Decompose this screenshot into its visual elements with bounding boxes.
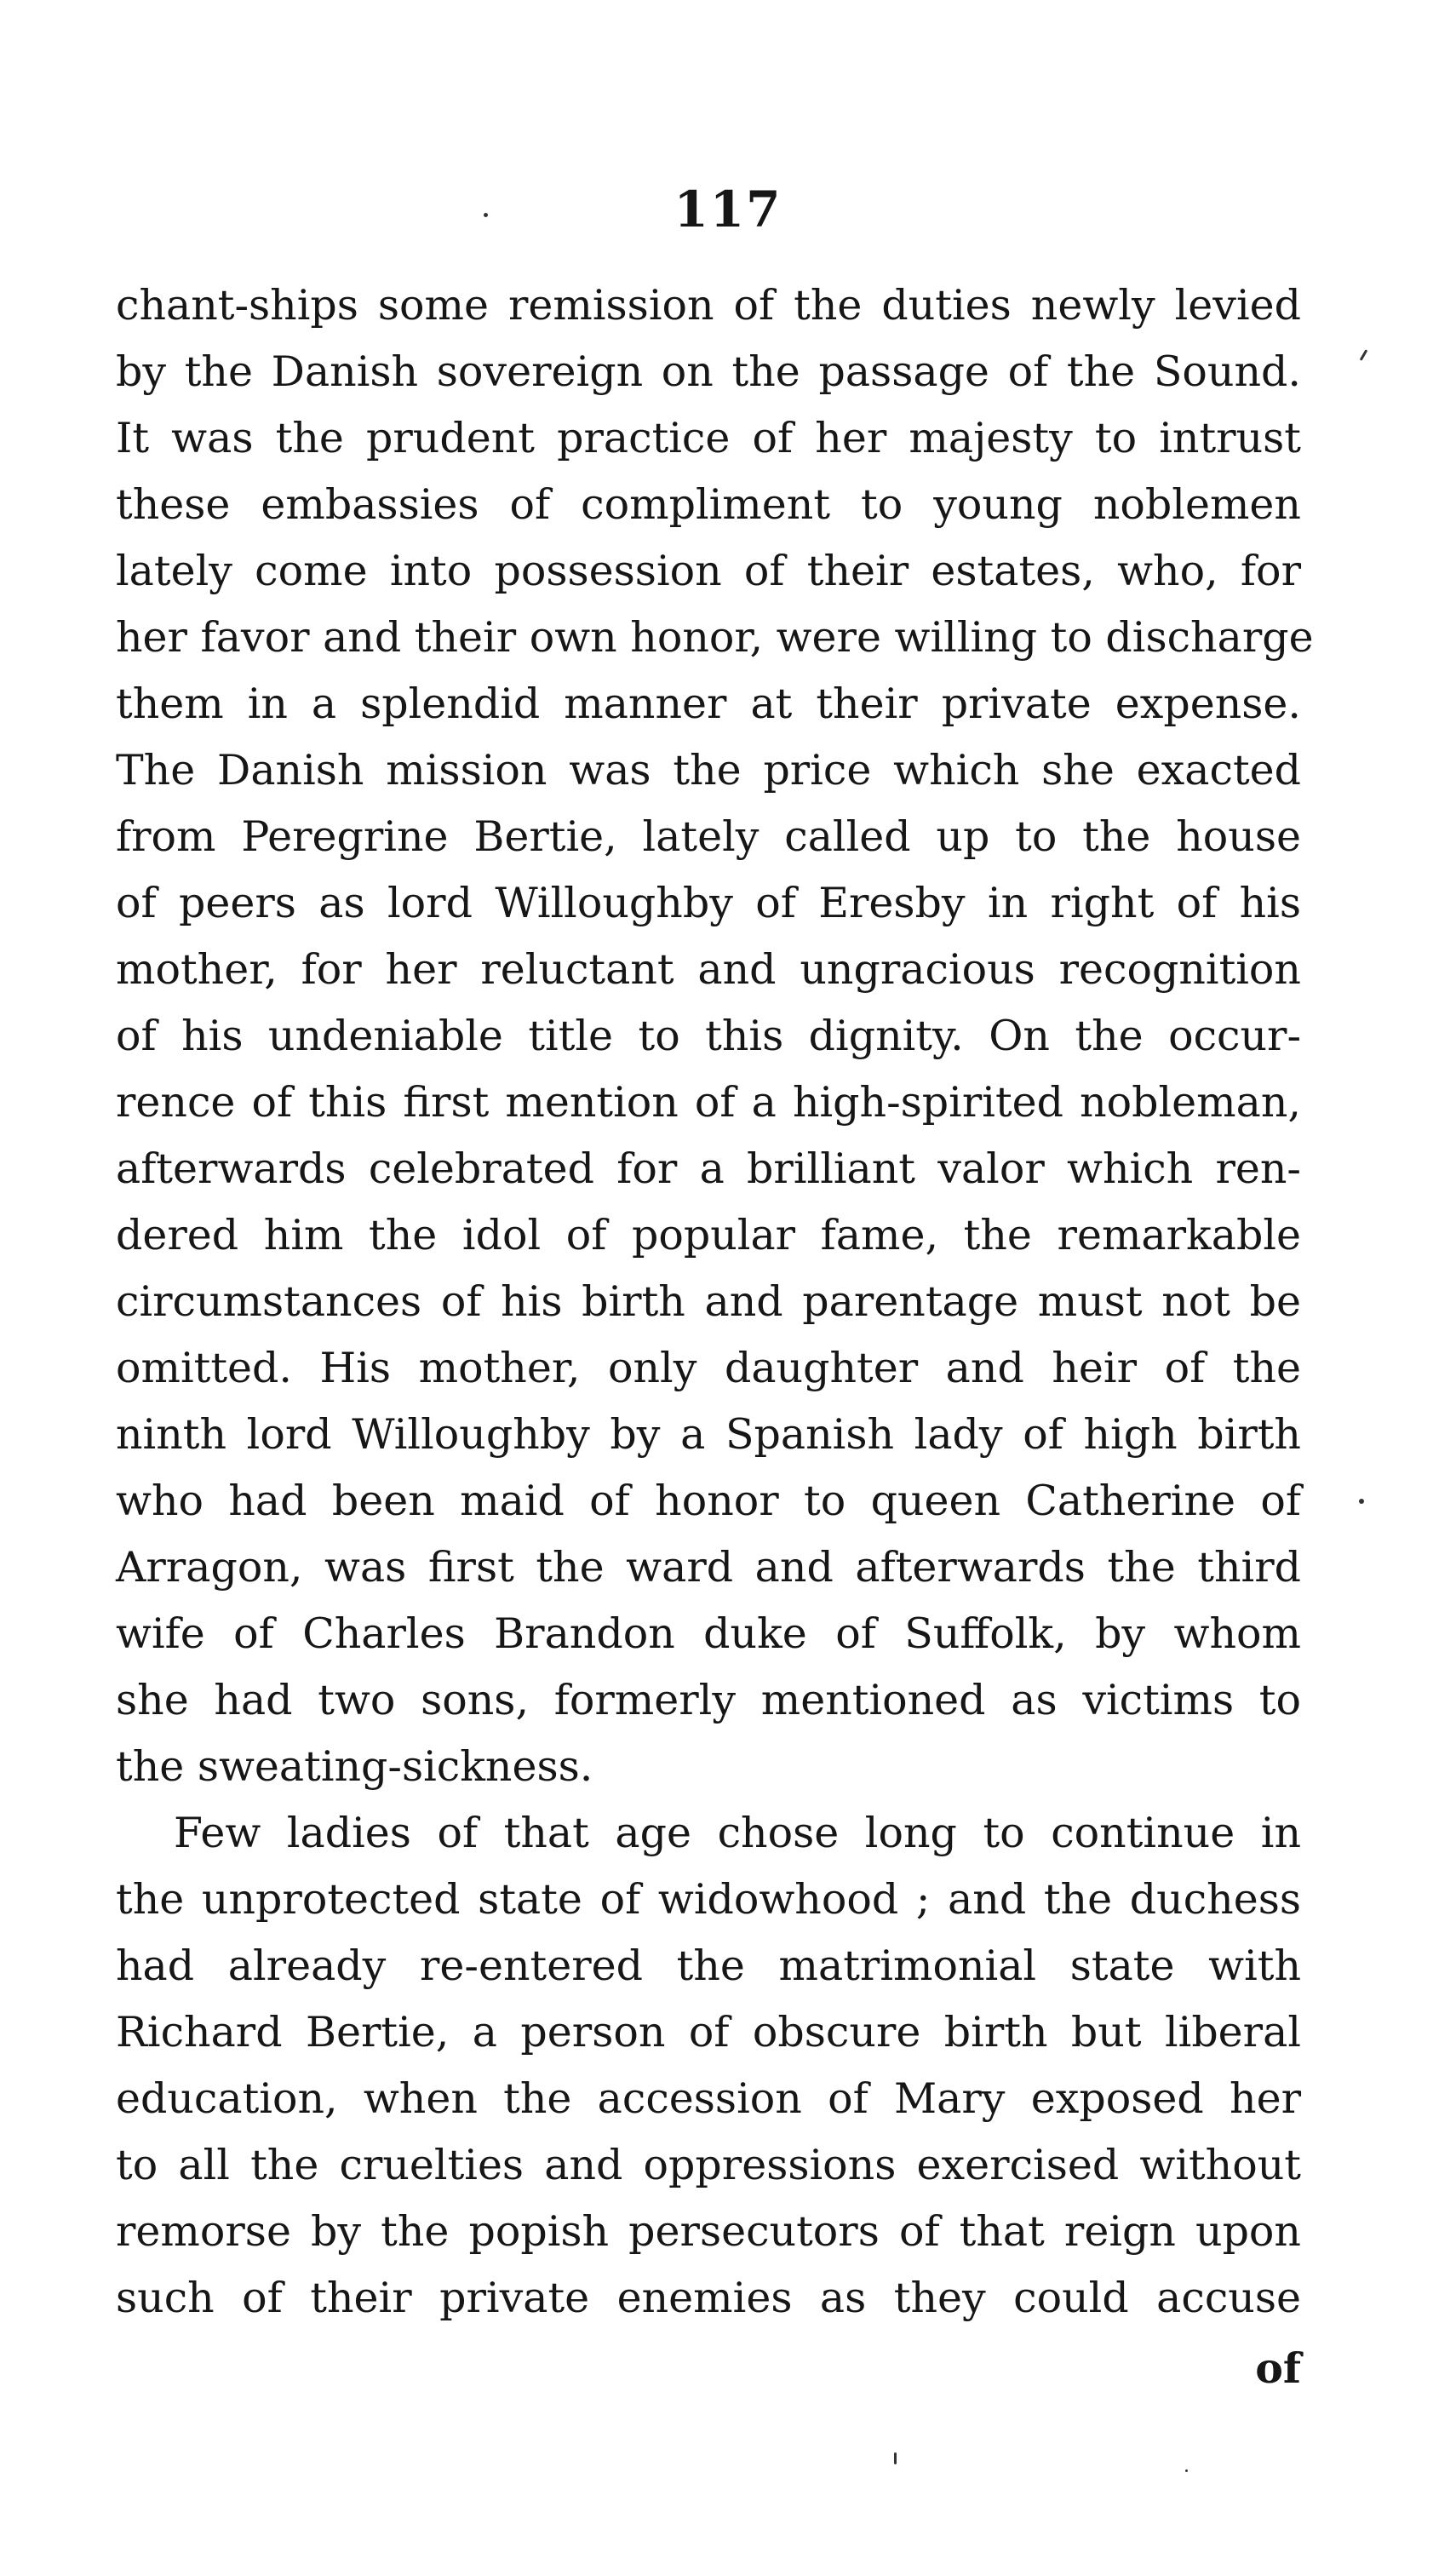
speck	[894, 2452, 897, 2464]
text-line: to all the cruelties and oppressions exercised without	[116, 2141, 1301, 2189]
text-line: Few ladies of that age chose long to continue in	[174, 1809, 1301, 1857]
speck	[484, 213, 488, 217]
text-line: from Peregrine Bertie, lately called up to the house	[116, 812, 1301, 861]
text-line: of his undeniable title to this dignity. On the occur-	[116, 1012, 1301, 1060]
text-line: circumstances of his birth and parentage must not be	[116, 1277, 1301, 1326]
text-line: who had been maid of honor to queen Catherine of	[116, 1477, 1301, 1525]
text-line: them in a splendid manner at their private expense.	[116, 680, 1301, 728]
text-line: her favor and their own honor, were willing to discharge	[116, 613, 1314, 662]
text-line: wife of Charles Brandon duke of Suffolk, by whom	[116, 1609, 1301, 1658]
text-line: remorse by the popish persecutors of that reign upon	[116, 2207, 1301, 2256]
text-line: had already re-entered the matrimonial state with	[116, 1942, 1301, 1990]
text-line: chant-ships some remission of the duties newly levied	[116, 281, 1301, 330]
text-line: lately come into possession of their estates, who, for	[116, 547, 1301, 595]
paragraph-2	[116, 1800, 1301, 2332]
text-line: the sweating-sickness.	[116, 1742, 593, 1791]
text-line: by the Danish sovereign on the passage of the Sound.	[116, 347, 1301, 396]
text-line: ninth lord Willoughby by a Spanish lady of high birth	[116, 1410, 1301, 1459]
text-line: she had two sons, formerly mentioned as victims to	[116, 1676, 1301, 1724]
text-line: such of their private enemies as they could accuse	[116, 2274, 1301, 2322]
text-line: afterwards celebrated for a brilliant valor which ren-	[116, 1144, 1301, 1193]
speck	[1185, 2469, 1188, 2472]
text-line: Arragon, was first the ward and afterwards the third	[116, 1543, 1301, 1592]
text-line: these embassies of compliment to young noblemen	[116, 480, 1301, 529]
speck	[1359, 1499, 1364, 1504]
text-line: education, when the accession of Mary exposed her	[116, 2074, 1301, 2123]
text-line: Richard Bertie, a person of obscure birth but liberal	[116, 2008, 1301, 2056]
text-line: the unprotected state of widowhood ; and the duchess	[116, 1875, 1301, 1924]
body-text	[116, 272, 1314, 2332]
text-line: It was the prudent practice of her majesty to intrust	[116, 414, 1301, 462]
text-line: mother, for her reluctant and ungracious recognition	[116, 945, 1301, 994]
text-line: rence of this first mention of a high-spirited nobleman,	[116, 1078, 1301, 1127]
page-number: 117	[674, 181, 782, 238]
speck	[1360, 349, 1368, 361]
paragraph-1	[116, 272, 1314, 1800]
text-line: dered him the idol of popular fame, the remarkable	[116, 1211, 1301, 1259]
text-line: omitted. His mother, only daughter and heir of the	[116, 1344, 1301, 1392]
catchword: of	[1255, 2343, 1301, 2393]
text-line: of peers as lord Willoughby of Eresby in right of his	[116, 879, 1301, 927]
text-line: The Danish mission was the price which she exacted	[116, 746, 1301, 794]
